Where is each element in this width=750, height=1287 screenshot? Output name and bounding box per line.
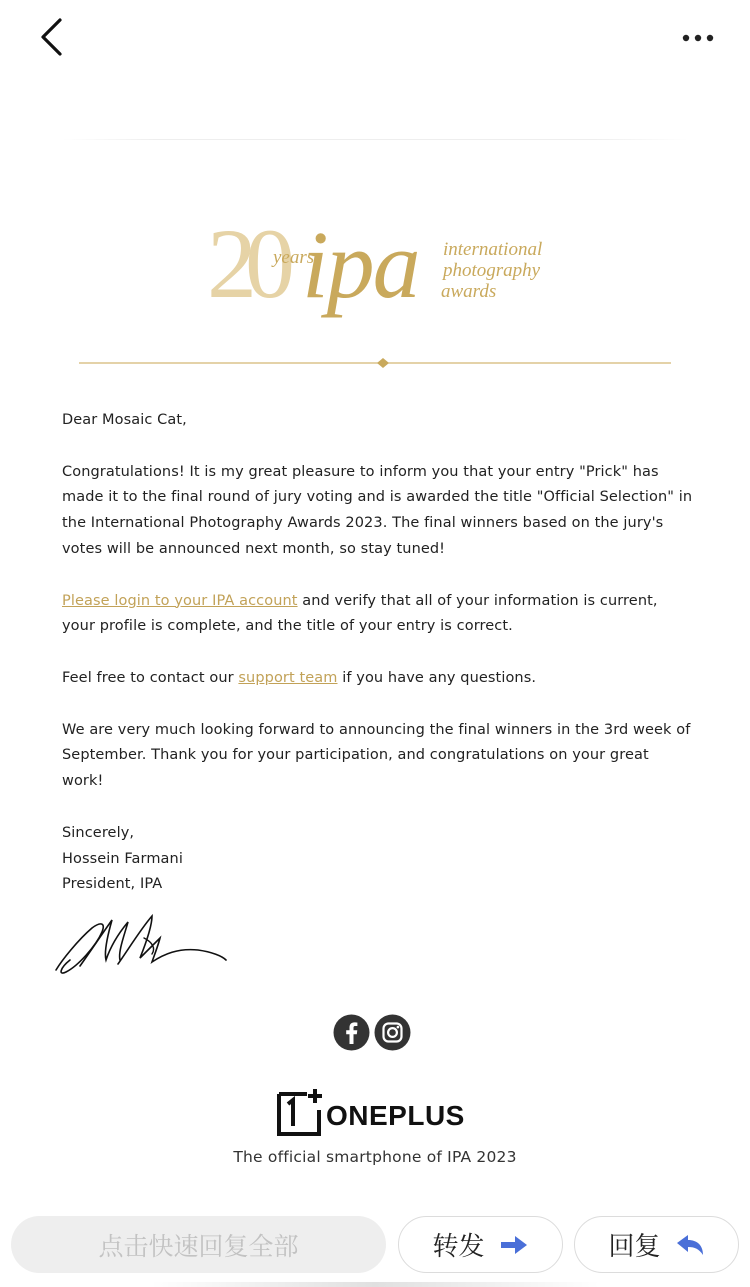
svg-text:years: years (273, 247, 315, 268)
paragraph-login-text: and verify that all of your information is current, your profile is complete, and the title of your entry is correct. (62, 592, 658, 635)
instagram-icon[interactable] (374, 1014, 411, 1051)
paragraph-announcement: We are very much looking forward to announcing the final winners in the 3rd week of September. Thank you for your participation, and congratulations on your great work! (62, 721, 691, 790)
handwritten-signature (48, 908, 232, 980)
login-link[interactable]: Please login to your IPA account (62, 592, 298, 609)
forward-button[interactable] (398, 1216, 563, 1273)
paragraph-support-pre: Feel free to contact our (62, 669, 239, 686)
svg-text:ipa: ipa (302, 211, 419, 318)
greeting: Dear Mosaic Cat, (62, 412, 187, 428)
arrow-right-icon (499, 1234, 529, 1256)
sender-name: Hossein Farmani (62, 850, 183, 867)
footer-tagline: The official smartphone of IPA 2023 (233, 1148, 517, 1166)
ipa-20-years-logo (205, 205, 550, 330)
oneplus-logo (277, 1088, 473, 1136)
more-options-button[interactable] (672, 22, 722, 54)
svg-text:ONEPLUS: ONEPLUS (326, 1100, 465, 1131)
svg-text:photography: photography (443, 260, 541, 281)
reply-arrow-icon (675, 1233, 705, 1257)
paragraph-support-post: if you have any questions. (337, 669, 537, 686)
forward-label: 转发 (432, 1232, 485, 1262)
paragraph-support (62, 666, 694, 692)
social-links (333, 1014, 413, 1052)
signature-block (62, 821, 694, 898)
quick-reply-all-button[interactable]: 点击快速回复全部 (11, 1216, 386, 1273)
reply-button[interactable] (574, 1216, 739, 1273)
email-top-rule (62, 139, 688, 140)
more-horizontal-icon (672, 22, 722, 54)
closing: Sincerely, (62, 824, 135, 841)
reply-label: 回复 (608, 1232, 661, 1262)
paragraph-congratulations: Congratulations! It is my great pleasure to inform you that your entry "Prick" has made it to the final round of jury voting and is awarded the title "Official Selection" in the International Photography Awards 2023. The final winners based on the jury's votes will be announced next month, so stay tuned! (62, 463, 693, 557)
support-team-link[interactable]: support team (238, 669, 338, 686)
back-button[interactable] (30, 14, 74, 60)
chevron-left-icon (30, 14, 74, 60)
svg-text:20: 20 (207, 208, 283, 319)
home-indicator (150, 1282, 600, 1287)
letter-body (62, 408, 694, 898)
gold-divider (79, 356, 671, 370)
top-bar (0, 0, 750, 80)
facebook-icon[interactable] (333, 1014, 370, 1051)
paragraph-login (62, 589, 694, 641)
sender-title: President, IPA (62, 876, 163, 893)
svg-text:awards: awards (441, 281, 497, 302)
svg-text:international: international (443, 239, 543, 260)
bottom-action-bar (0, 1212, 750, 1287)
